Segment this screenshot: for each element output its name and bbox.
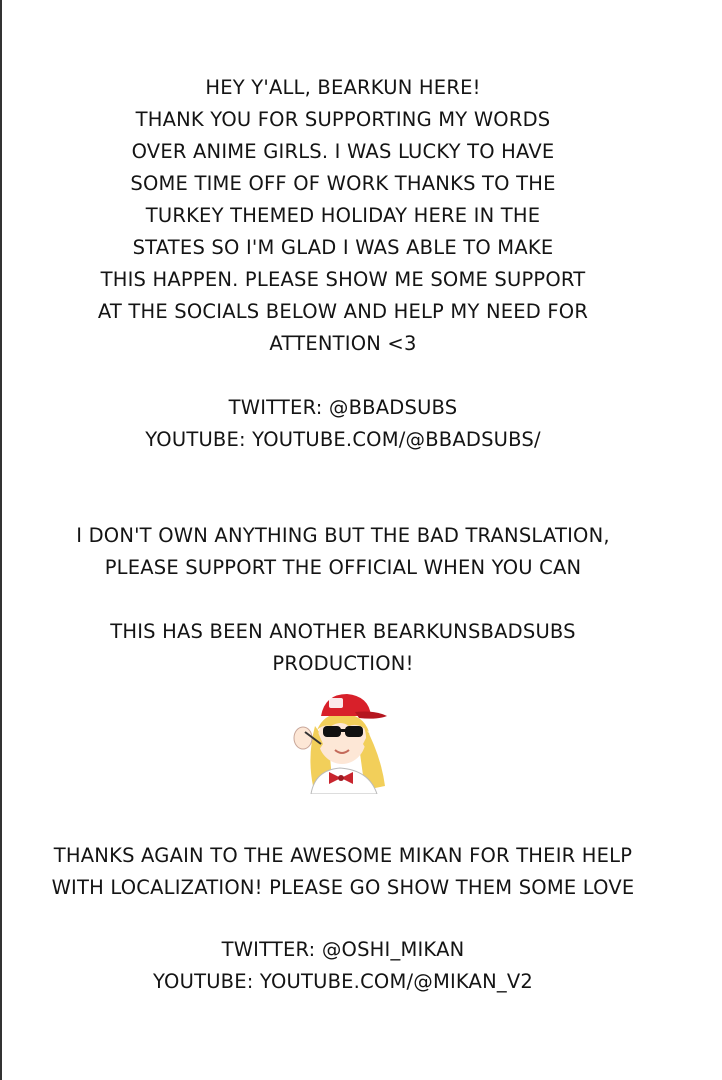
youtube-link: YOUTUBE: YOUTUBE.COM/@MIKAN_V2 <box>153 970 533 993</box>
disclaimer <box>2 520 684 584</box>
intro-line: THANK YOU FOR SUPPORTING MY WORDS <box>135 108 551 131</box>
production-line: THIS HAS BEEN ANOTHER BEARKUNSBADSUBS <box>110 620 576 643</box>
intro-line: ATTENTION <3 <box>269 332 417 355</box>
thanks-line: WITH LOCALIZATION! PLEASE GO SHOW THEM SOME LOVE <box>51 876 635 899</box>
intro-line: TURKEY THEMED HOLIDAY HERE IN THE <box>145 204 541 227</box>
production-line: PRODUCTION! <box>272 652 414 675</box>
intro-message <box>2 72 684 360</box>
intro-line: THIS HAPPEN. PLEASE SHOW ME SOME SUPPORT <box>100 268 586 291</box>
twitter-handle: TWITTER: @OSHI_MIKAN <box>221 938 465 961</box>
disclaimer-line: PLEASE SUPPORT THE OFFICIAL WHEN YOU CAN <box>104 556 582 579</box>
intro-line: SOME TIME OFF OF WORK THANKS TO THE <box>130 172 556 195</box>
twitter-handle: TWITTER: @BBADSUBS <box>228 396 458 419</box>
production-note <box>2 616 684 680</box>
youtube-link: YOUTUBE: YOUTUBE.COM/@BBADSUBS/ <box>145 428 541 451</box>
mascot-girl-red-cap-sunglasses-icon <box>285 686 395 794</box>
intro-line: OVER ANIME GIRLS. I WAS LUCKY TO HAVE <box>131 140 555 163</box>
mikan-socials <box>2 934 684 998</box>
intro-line: HEY Y'ALL, BEARKUN HERE! <box>205 76 481 99</box>
bearkun-socials <box>2 392 684 456</box>
disclaimer-line: I DON'T OWN ANYTHING BUT THE BAD TRANSLATION, <box>76 524 610 547</box>
intro-line: STATES SO I'M GLAD I WAS ABLE TO MAKE <box>132 236 554 259</box>
intro-line: AT THE SOCIALS BELOW AND HELP MY NEED FOR <box>97 300 589 323</box>
thanks-line: THANKS AGAIN TO THE AWESOME MIKAN FOR THEIR HELP <box>53 844 633 867</box>
thanks-message <box>2 840 684 904</box>
